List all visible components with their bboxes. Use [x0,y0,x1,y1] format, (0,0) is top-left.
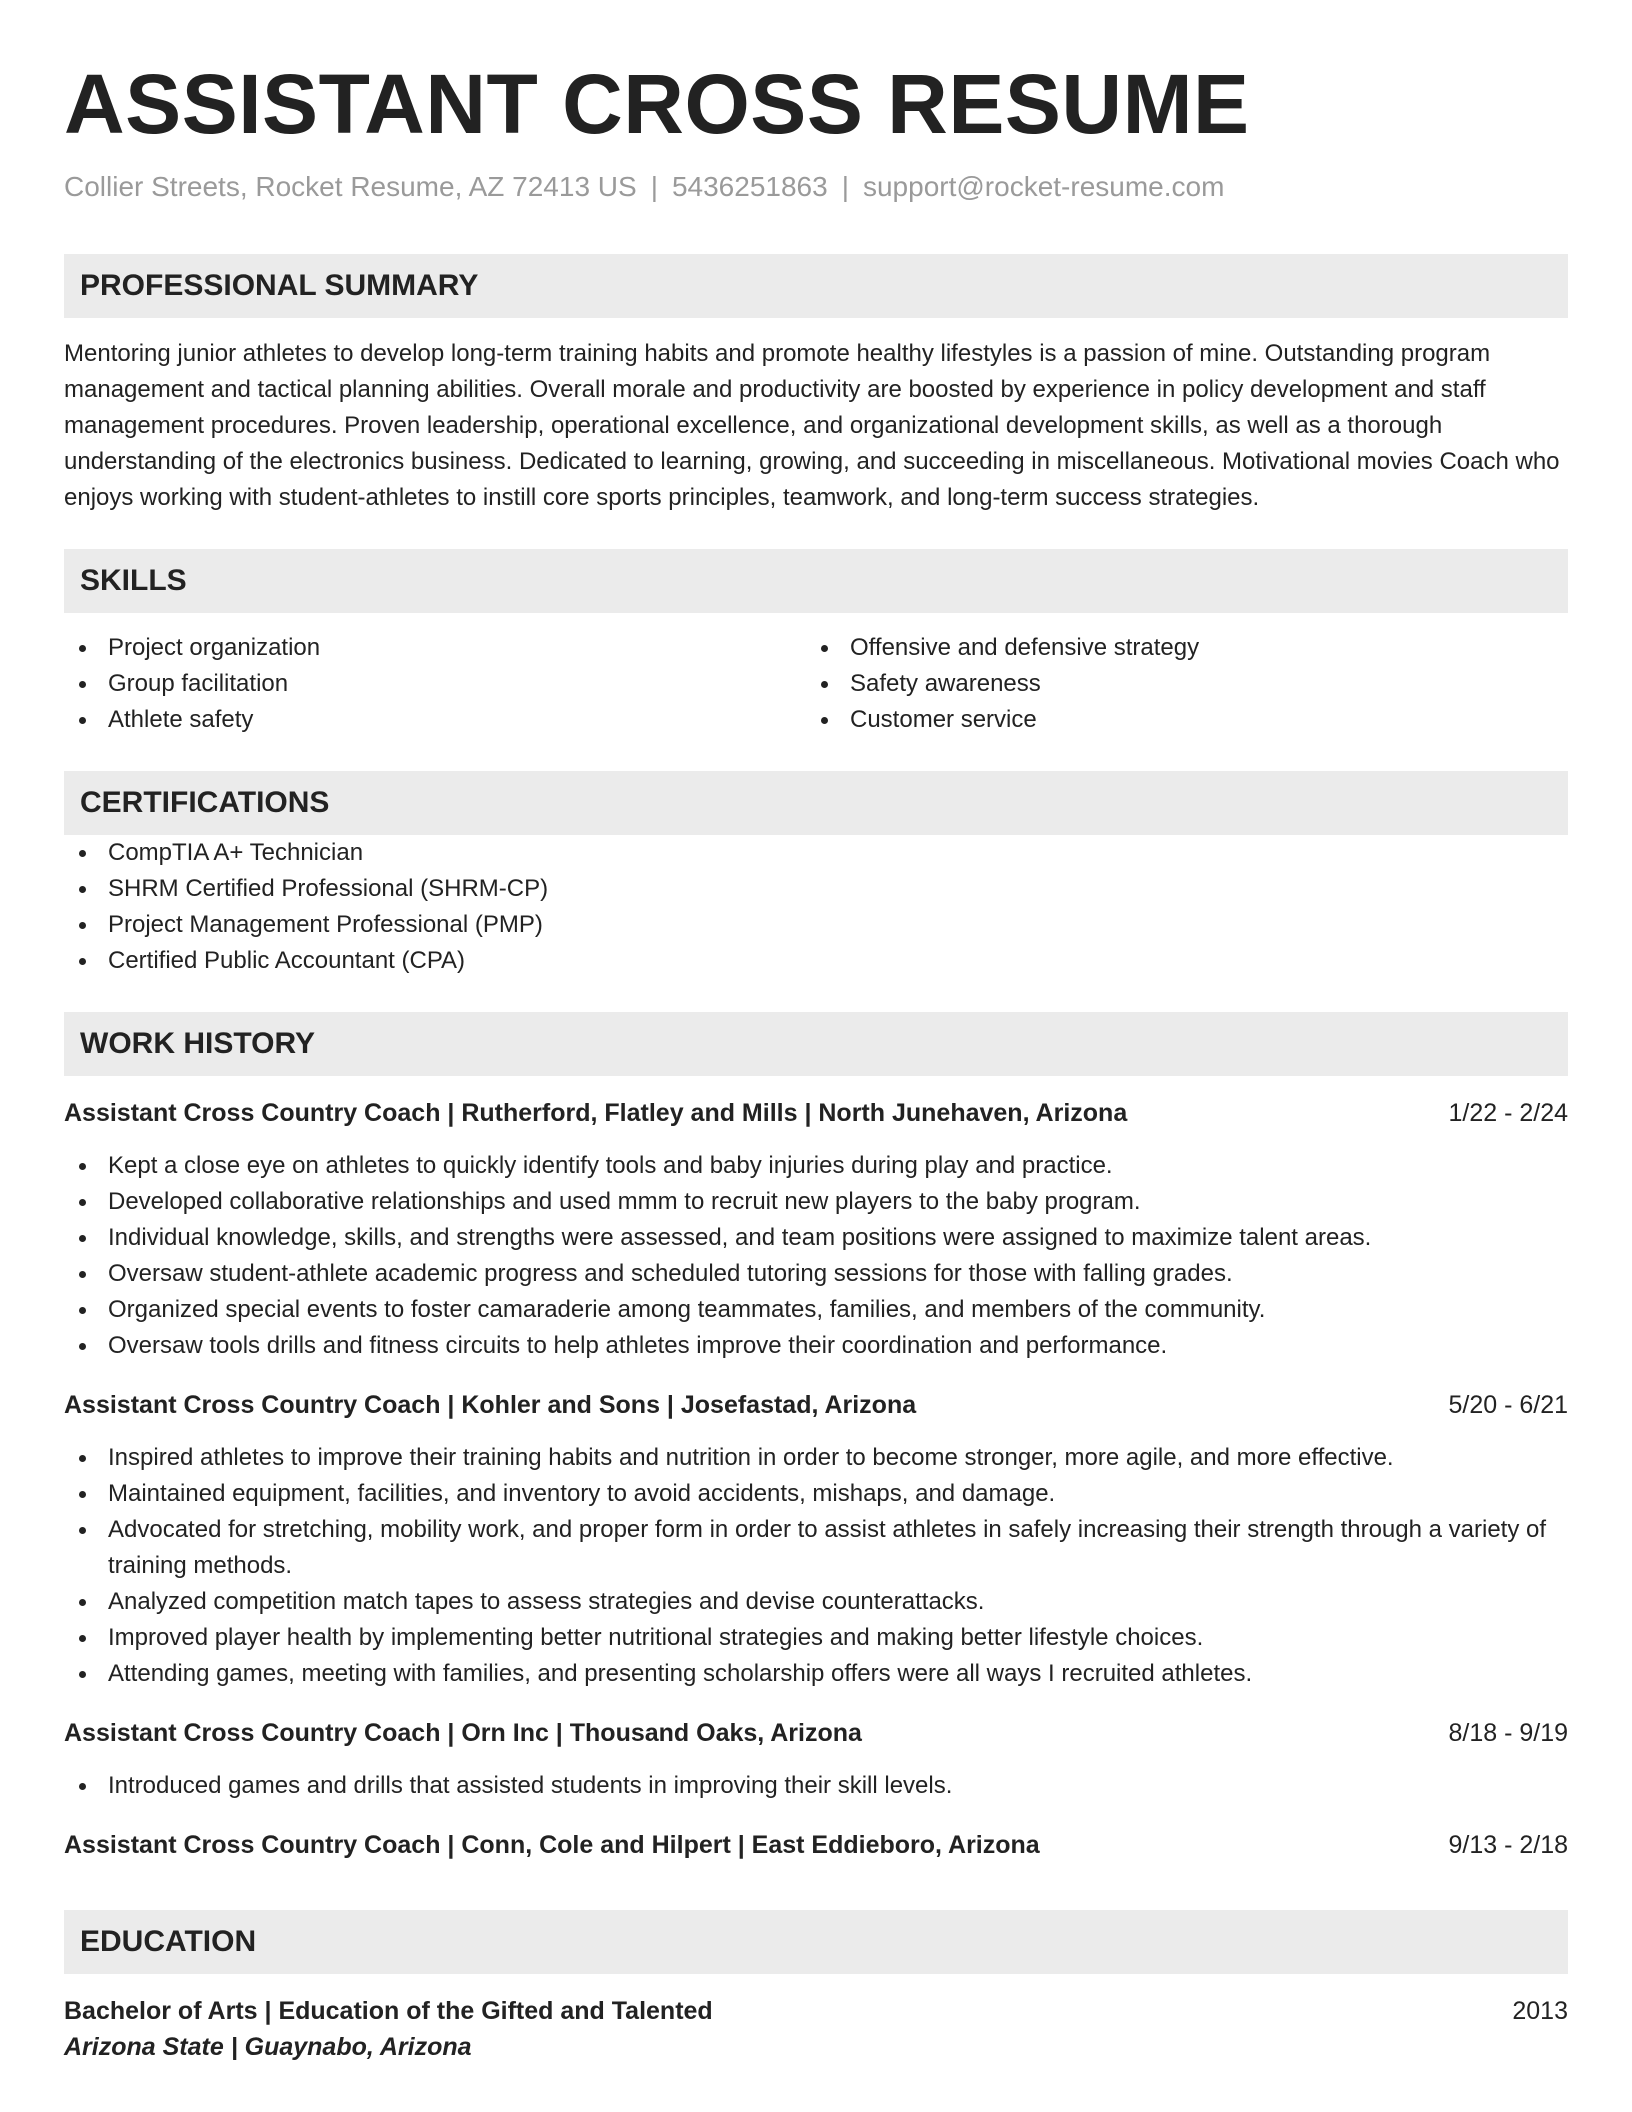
job-title: Assistant Cross Country Coach | Conn, Cole and Hilpert | East Eddieboro, Arizona [64,1831,1040,1859]
section-heading-summary: PROFESSIONAL SUMMARY [64,254,1568,318]
job-bullet: Introduced games and drills that assisted students in improving their skill levels. [64,1768,1568,1804]
job-dates: 9/13 - 2/18 [1448,1831,1568,1859]
section-heading-certifications: CERTIFICATIONS [64,771,1568,835]
job-header [64,1716,1568,1750]
education-school: Arizona State | Guaynabo, Arizona [64,2033,472,2061]
summary-text: Mentoring junior athletes to develop long-term training habits and promote healthy lifestyles is a passion of mine. Outstanding program management and tactical planning abilities. Overall morale and productivity are boosted by experience in policy development and staff management procedures. Proven leadership, operational excellence, and organizational development skills, as well as a thorough understanding of the electronics business. Dedicated to learning, growing, and succeeding in miscellaneous. Motivational movies Coach who enjoys working with student-athletes to instill core sports principles, teamwork, and long-term success strategies. [64,340,1560,511]
job-title: Assistant Cross Country Coach | Orn Inc | Thousand Oaks, Arizona [64,1719,862,1747]
job-bullet: Oversaw student-athlete academic progress and scheduled tutoring sessions for those with falling grades. [64,1256,1568,1292]
job-header [64,1388,1568,1422]
skill-item: Group facilitation [64,666,806,702]
skill-item: Customer service [806,702,1548,738]
contact-line [64,170,1568,204]
job-title: Assistant Cross Country Coach | Kohler and Sons | Josefastad, Arizona [64,1391,917,1419]
skills-column-left [64,630,806,738]
job-bullets [64,1768,1568,1804]
job-bullets [64,1148,1568,1364]
contact-email: support@rocket-resume.com [862,171,1225,202]
job-bullet: Developed collaborative relationships and used mmm to recruit new players to the baby program. [64,1184,1568,1220]
certification-item: Certified Public Accountant (CPA) [64,943,1568,979]
job-entry [64,1828,1568,1862]
job-bullet: Inspired athletes to improve their training habits and nutrition in order to become stronger, more agile, and more effective. [64,1440,1568,1476]
job-bullet: Advocated for stretching, mobility work, and proper form in order to assist athletes in safely increasing their strength through a variety of training methods. [64,1512,1568,1584]
section-heading-education: EDUCATION [64,1910,1568,1974]
job-header [64,1096,1568,1130]
contact-separator: | [650,171,658,202]
resume-name: ASSISTANT CROSS RESUME [64,57,1250,151]
job-bullet: Maintained equipment, facilities, and inventory to avoid accidents, mishaps, and damage. [64,1476,1568,1512]
skills-grid [64,630,1568,738]
education-header [64,1994,1568,2028]
education-entry [64,1994,1568,2064]
job-entry [64,1096,1568,1364]
skill-item: Athlete safety [64,702,806,738]
skills-column-right [806,630,1548,738]
contact-address: Collier Streets, Rocket Resume, AZ 72413 US [64,171,637,202]
job-bullet: Analyzed competition match tapes to assess strategies and devise counterattacks. [64,1584,1568,1620]
job-bullet: Individual knowledge, skills, and strengths were assessed, and team positions were assigned to maximize talent areas. [64,1220,1568,1256]
job-bullet: Attending games, meeting with families, and presenting scholarship offers were all ways I recruited athletes. [64,1656,1568,1692]
certification-item: Project Management Professional (PMP) [64,907,1568,943]
skill-item: Offensive and defensive strategy [806,630,1548,666]
job-dates: 1/22 - 2/24 [1448,1099,1568,1127]
job-header [64,1828,1568,1862]
job-entry [64,1388,1568,1692]
job-bullet: Oversaw tools drills and fitness circuits to help athletes improve their coordination and performance. [64,1328,1568,1364]
job-bullet: Organized special events to foster camaraderie among teammates, families, and members of the community. [64,1292,1568,1328]
job-dates: 5/20 - 6/21 [1448,1391,1568,1419]
job-bullets [64,1440,1568,1692]
job-dates: 8/18 - 9/19 [1448,1719,1568,1747]
education-year: 2013 [1512,1997,1568,2025]
certification-item: CompTIA A+ Technician [64,835,1568,871]
contact-separator: | [841,171,849,202]
job-bullet: Improved player health by implementing better nutritional strategies and making better lifestyle choices. [64,1620,1568,1656]
contact-phone: 5436251863 [671,171,828,202]
job-entry [64,1716,1568,1804]
job-bullet: Kept a close eye on athletes to quickly identify tools and baby injuries during play and practice. [64,1148,1568,1184]
skill-item: Project organization [64,630,806,666]
section-heading-work-history: WORK HISTORY [64,1012,1568,1076]
section-heading-skills: SKILLS [64,549,1568,613]
certification-item: SHRM Certified Professional (SHRM-CP) [64,871,1568,907]
job-title: Assistant Cross Country Coach | Rutherford, Flatley and Mills | North Junehaven, Arizona [64,1099,1128,1127]
education-degree: Bachelor of Arts | Education of the Gifted and Talented [64,1997,713,2025]
skill-item: Safety awareness [806,666,1548,702]
certifications-list [64,835,1568,979]
